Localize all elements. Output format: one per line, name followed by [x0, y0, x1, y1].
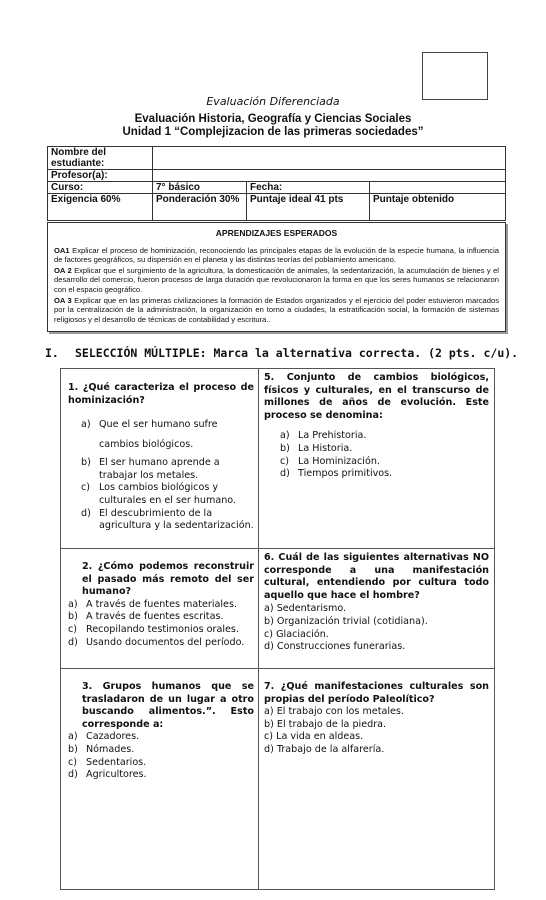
weighting-cell: Ponderación 30%	[153, 194, 247, 221]
option-marker: b)	[68, 743, 78, 755]
question-1	[68, 382, 254, 533]
option-item[interactable]	[264, 719, 489, 732]
option-item[interactable]	[68, 769, 254, 782]
student-name-field[interactable]	[153, 147, 506, 170]
option-item[interactable]	[280, 443, 489, 456]
option-item[interactable]	[68, 757, 254, 770]
option-text: Que el ser humano sufre cambios biológicos.	[99, 419, 218, 451]
option-text: El trabajo de la piedra.	[276, 718, 387, 730]
question-3	[68, 681, 254, 782]
objective-text: Explicar que el surgimiento de la agricultura, la domesticación de animales, la sedentarización, la acumulación de bienes y el desarrollo del comercio, fueron procesos de larga duración que revolucionaron la forma en que los seres humanos se relacionaron con el espacio geográfico.	[54, 265, 499, 294]
option-marker: c)	[280, 455, 290, 467]
option-item[interactable]	[68, 731, 254, 744]
option-marker: c)	[81, 482, 91, 494]
option-text: Glaciación.	[276, 628, 329, 640]
unit-title: Unidad 1 “Complejizacion de las primeras sociedades”	[122, 126, 424, 138]
option-text: Cazadores.	[86, 731, 140, 743]
course-value: 7° básico	[153, 182, 247, 194]
learning-objectives-title: APRENDIZAJES ESPERADOS	[215, 228, 338, 238]
grid-divider	[60, 668, 494, 669]
option-marker: d)	[81, 507, 91, 519]
option-item[interactable]	[264, 616, 489, 629]
grade-box	[422, 52, 488, 100]
objective-item	[54, 246, 499, 265]
option-marker: c)	[68, 623, 78, 635]
option-text: El ser humano aprende a trabajar los metales.	[99, 457, 220, 481]
option-marker: b)	[81, 457, 91, 469]
option-text: Organización trivial (cotidiana).	[276, 615, 428, 627]
student-info-table	[47, 146, 506, 221]
question-stem: 7. ¿Qué manifestaciones culturales son propias del período Paleolítico?	[264, 681, 489, 705]
option-item[interactable]	[280, 456, 489, 469]
option-marker: d)	[280, 468, 290, 480]
option-item[interactable]	[68, 599, 254, 612]
objective-item	[54, 296, 499, 325]
option-text: El trabajo con los metales.	[276, 706, 404, 718]
date-field[interactable]	[370, 182, 506, 194]
question-stem: 2. ¿Cómo podemos reconstruir el pasado más remoto del ser humano?	[82, 561, 254, 598]
question-6	[264, 552, 489, 654]
option-item[interactable]	[264, 744, 489, 757]
option-text: Sedentarismo.	[276, 603, 347, 615]
option-text: El descubrimiento de la agricultura y la sedentarización.	[99, 507, 254, 532]
question-stem: 5. Conjunto de cambios biológicos, físicos y culturales, en el transcurso de millones de años de evolución. Este proceso se denomina:	[264, 372, 489, 421]
option-text: Recopilando testimonios orales.	[86, 623, 239, 635]
option-marker: c)	[264, 628, 274, 640]
objective-code: OA 2	[54, 265, 72, 275]
option-text: La Hominización.	[298, 455, 380, 467]
question-stem: 3. Grupos humanos que se trasladaron de un lugar a otro buscando alimentos.”. Esto corresponde a:	[82, 681, 254, 730]
teacher-field[interactable]	[153, 170, 506, 182]
option-text: Tiempos primitivos.	[298, 468, 393, 480]
option-marker: d)	[264, 743, 274, 755]
question-2	[68, 561, 254, 649]
grid-divider	[60, 548, 494, 549]
option-text: Construcciones funerarias.	[276, 641, 406, 653]
option-item[interactable]	[280, 468, 489, 481]
option-marker: b)	[68, 611, 78, 623]
option-item[interactable]	[81, 482, 254, 507]
option-marker: d)	[68, 636, 78, 648]
option-marker: d)	[68, 769, 78, 781]
student-label: Nombre del estudiante:	[48, 147, 153, 170]
option-text: A través de fuentes materiales.	[86, 598, 238, 610]
option-text: Trabajo de la alfarería.	[276, 743, 385, 755]
option-marker: a)	[264, 706, 274, 718]
option-item[interactable]	[280, 430, 489, 443]
course-label: Curso:	[48, 182, 153, 194]
learning-objectives-box	[47, 222, 506, 332]
option-marker: d)	[264, 641, 274, 653]
option-marker: a)	[264, 603, 274, 615]
option-marker: b)	[264, 718, 274, 730]
option-text: La vida en aldeas.	[276, 731, 364, 743]
option-text: Los cambios biológicos y culturales en el ser humano.	[99, 482, 237, 506]
option-item[interactable]	[81, 457, 254, 482]
section-number: I.	[45, 346, 59, 360]
option-item[interactable]	[264, 731, 489, 744]
option-item[interactable]	[81, 415, 254, 455]
option-marker: a)	[81, 419, 91, 431]
option-item[interactable]	[264, 603, 489, 616]
requirement-cell: Exigencia 60%	[48, 194, 153, 221]
objective-item	[54, 266, 499, 295]
objective-text: Explicar el proceso de hominización, reconociendo las principales etapas de la evolución de la especie humana, la influencia de factores geográficos, su dispersión en el planeta y las distintas teorías del poblamiento americano.	[54, 245, 499, 265]
question-5	[264, 372, 489, 481]
teacher-label: Profesor(a):	[48, 170, 153, 182]
section-heading	[45, 346, 518, 360]
exam-title: Evaluación Historia, Geografía y Ciencias Sociales	[134, 113, 412, 125]
objective-code: OA1	[54, 245, 70, 255]
question-stem: 1. ¿Qué caracteriza el proceso de hominización?	[68, 382, 254, 406]
exam-subtitle: Evaluación Diferenciada	[206, 95, 340, 108]
option-text: La Historia.	[298, 442, 353, 454]
option-marker: b)	[280, 442, 290, 454]
option-text: Agricultores.	[86, 769, 147, 781]
option-item[interactable]	[264, 706, 489, 719]
option-item[interactable]	[81, 508, 254, 533]
option-text: A través de fuentes escritas.	[86, 611, 224, 623]
option-text: Sedentarios.	[86, 756, 147, 768]
option-item[interactable]	[68, 611, 254, 624]
grid-divider	[258, 368, 259, 890]
option-marker: c)	[68, 756, 78, 768]
section-title: SELECCIÓN MÚLTIPLE: Marca la alternativa correcta. (2 pts. c/u).	[75, 346, 519, 360]
option-text: Usando documentos del período.	[86, 636, 245, 648]
option-text: Nómades.	[86, 743, 135, 755]
option-item[interactable]	[68, 744, 254, 757]
option-marker: c)	[264, 731, 274, 743]
option-marker: a)	[68, 731, 78, 743]
option-item[interactable]	[68, 637, 254, 650]
option-text: La Prehistoria.	[298, 430, 367, 442]
obtained-score-cell: Puntaje obtenido	[370, 194, 506, 221]
objective-text: Explicar que en las primeras civilizaciones la formación de Estados organizados y el ejercicio del poder estuvieron marcados por la centralización de la administración, la organización en torno a ciudades, la estratificación social, la formación de sistemas religiosos y el desarrollo de técnicas de contabilidad y escritura..	[54, 295, 499, 324]
question-7	[264, 681, 489, 757]
option-item[interactable]	[264, 641, 489, 654]
option-item[interactable]	[264, 629, 489, 642]
option-marker: a)	[68, 598, 78, 610]
ideal-score-cell: Puntaje ideal 41 pts	[247, 194, 370, 221]
option-marker: a)	[280, 430, 290, 442]
option-item[interactable]	[68, 624, 254, 637]
date-label: Fecha:	[247, 182, 370, 194]
option-marker: b)	[264, 615, 274, 627]
objective-code: OA 3	[54, 295, 72, 305]
question-stem: 6. Cuál de las siguientes alternativas NO corresponde a una manifestación cultural, entendiendo por cultura todo aquello que hace el hombre?	[264, 552, 489, 601]
